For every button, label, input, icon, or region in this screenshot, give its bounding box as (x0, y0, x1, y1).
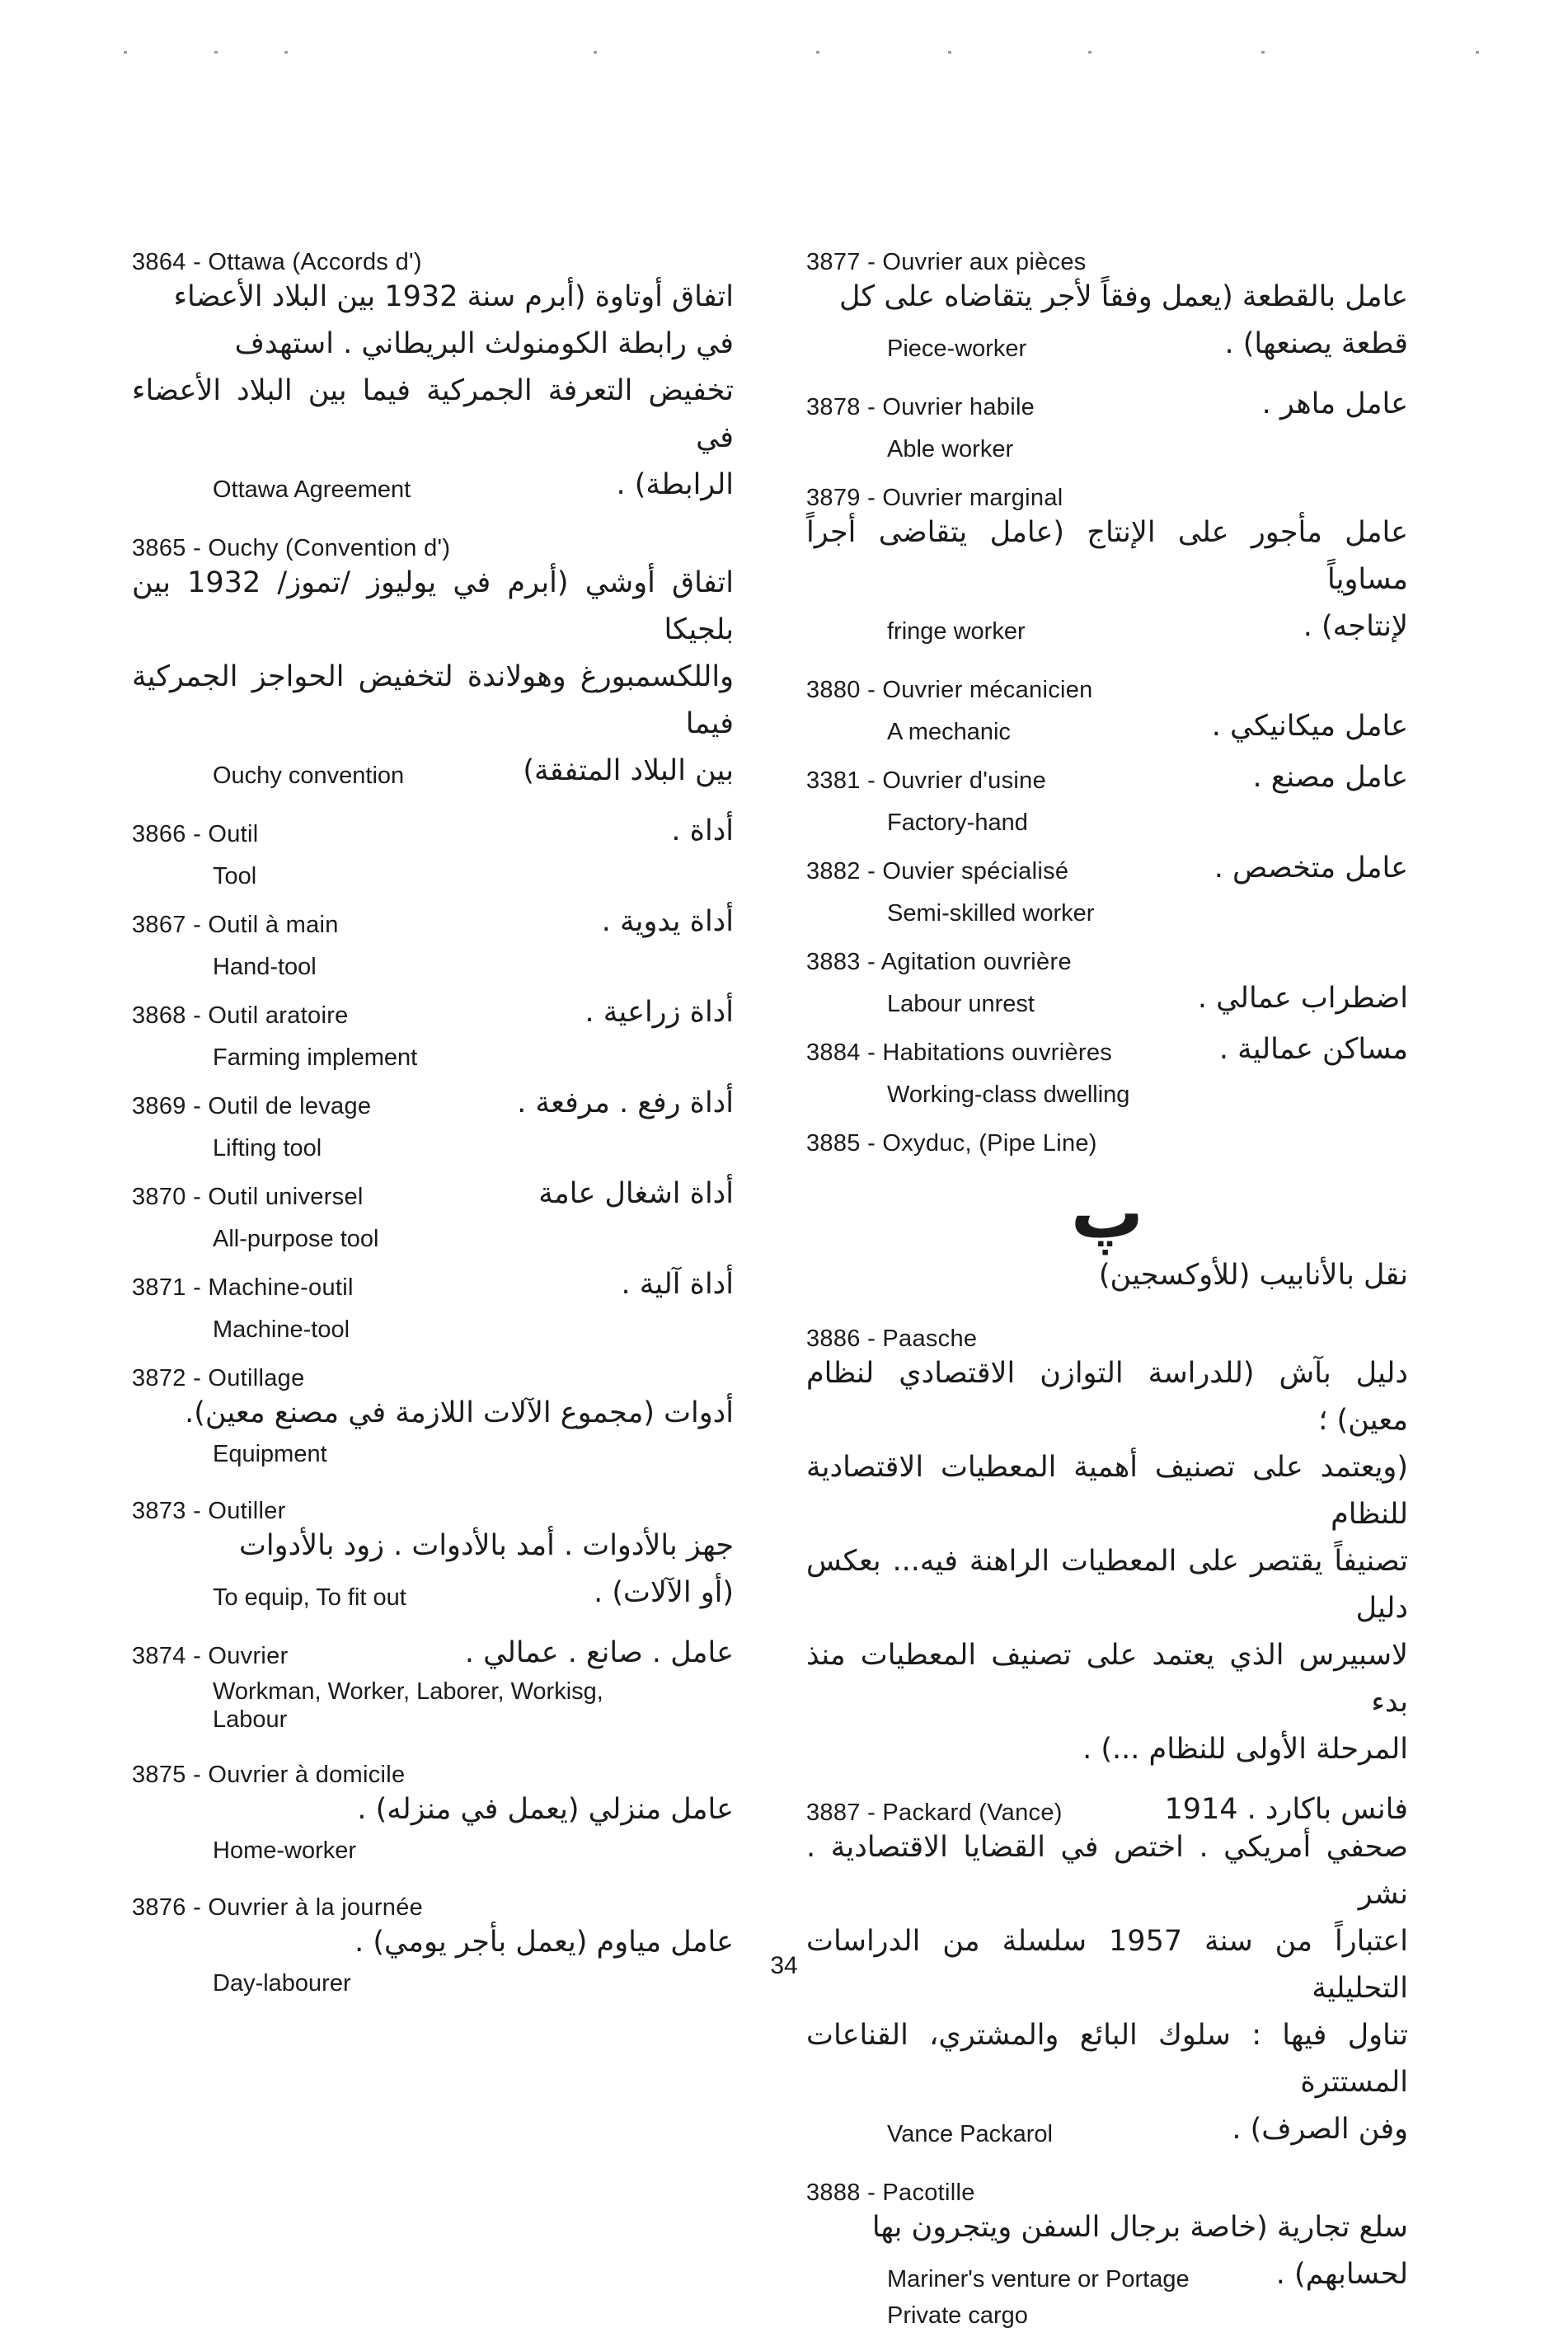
arabic-definition-line: الرابطة) . (616, 468, 734, 501)
arabic-definition-line: اتفاق أوتاوة (أبرم سنة 1932 بين البلاد الأعضاء (173, 280, 734, 313)
dictionary-entry (132, 241, 734, 509)
entry-headword: 3887 - Packard (Vance) (806, 1800, 1063, 1826)
section-letter: ﭖ (1070, 1170, 1144, 1255)
dictionary-entry (806, 669, 1408, 745)
entry-head-row (132, 1635, 734, 1674)
dictionary-entry (806, 941, 1408, 1017)
entry-english-row (806, 425, 1408, 462)
entry-last-line (132, 462, 734, 509)
arabic-definition-line: أدوات (مجموع الآلات اللازمة في مصنع معين). (185, 1396, 734, 1429)
entry-last-line (806, 2106, 1408, 2153)
entry-head-row (806, 1791, 1408, 1824)
arabic-translation: أداة اشغال عامة (538, 1177, 734, 1210)
entry-headword: 3871 - Machine-outil (132, 1274, 354, 1301)
entry-headword: 3873 - Outiller (132, 1498, 286, 1524)
entry-head-row (132, 1490, 734, 1523)
arabic-definition-line: (ويعتمد على تصنيف أهمية المعطيات الاقتصادية للنظام (806, 1451, 1408, 1531)
arabic-definition-line: وفن الصرف) . (1232, 2113, 1408, 2146)
entry-last-line (806, 2251, 1408, 2298)
entry-headword: 3869 - Outil de levage (132, 1093, 372, 1119)
arabic-translation: أداة يدوية . (601, 905, 734, 938)
entry-head-row (806, 241, 1408, 274)
dictionary-entry (806, 1122, 1408, 1155)
entry-headword: 3874 - Ouvrier (132, 1643, 289, 1669)
entry-headword: 3865 - Ouchy (Convention d') (132, 535, 451, 561)
entry-headword: 3877 - Ouvrier aux pièces (806, 249, 1087, 275)
entry-headword: 3872 - Outillage (132, 1365, 305, 1391)
entry-last-line (806, 321, 1408, 368)
entry-head-row (806, 759, 1408, 799)
entry-last-line (132, 748, 734, 795)
arabic-definition-line: لإنتاجه) . (1303, 610, 1408, 643)
arabic-definition-line: تخفيض التعرفة الجمركية فيما بين البلاد الأعضاء في (132, 374, 734, 454)
entry-head-row (806, 476, 1408, 509)
arabic-definition-line: عامل مياوم (يعمل بأجر يومي) . (354, 1926, 734, 1959)
dictionary-entry (132, 1266, 734, 1343)
arabic-translation: عامل . صانع . عمالي . (464, 1636, 734, 1669)
entry-headword: 3882 - Ouvier spécialisé (806, 858, 1069, 885)
arabic-definition-line: صحفي أمريكي . اختص في القضايا الاقتصادية . نشر (806, 1831, 1408, 1911)
dictionary-entry (806, 1170, 1408, 1255)
dictionary-entry (132, 1176, 734, 1252)
entry-headword: 3864 - Ottawa (Accords d') (132, 249, 422, 275)
entry-english-row (806, 889, 1408, 927)
english-equivalent: Able worker (887, 436, 1014, 462)
dictionary-entry (132, 1490, 734, 1617)
arabic-translation: أداة آلية . (621, 1268, 734, 1301)
dictionary-entry (806, 1317, 1408, 1773)
entry-head-row (806, 1122, 1408, 1155)
arabic-definition-line: سلع تجارية (خاصة برجال السفن ويتجرون بها (871, 2211, 1408, 2244)
arabic-translation: أداة رفع . مرفعة . (517, 1086, 734, 1119)
dictionary-entry (132, 1753, 734, 1868)
dictionary-entry (132, 903, 734, 980)
dictionary-entry (132, 813, 734, 889)
arabic-definition-line: بين البلاد المتفقة) (523, 754, 734, 787)
entry-headword: 3381 - Ouvrier d'usine (806, 767, 1047, 794)
dictionary-entry (806, 386, 1408, 462)
english-equivalent: fringe worker (887, 618, 1026, 645)
entry-english-row (806, 799, 1408, 836)
english-equivalent: Tool (213, 863, 257, 889)
english-equivalent: Semi-skilled worker (887, 900, 1095, 927)
entry-head-row (132, 813, 734, 852)
arabic-translation: عامل مصنع . (1252, 761, 1408, 794)
arabic-translation: أداة . (671, 814, 734, 847)
entry-head-row (132, 241, 734, 274)
dictionary-entry (132, 994, 734, 1071)
english-equivalent: Machine-tool (213, 1316, 350, 1343)
arabic-definition-line: عامل بالقطعة (يعمل وفقاً لأجر يتقاضاه على كل (839, 280, 1408, 313)
arabic-translation: عامل ميكانيكي . (1211, 710, 1408, 743)
entry-head-row (132, 1266, 734, 1306)
arabic-definition-line: تناول فيها : سلوك البائع والمشتري، القناعات المستترة (806, 2019, 1408, 2099)
english-equivalent: Working-class dwelling (887, 1082, 1130, 1108)
arabic-definition-line: نقل بالأنابيب (للأوكسجين) (1098, 1259, 1408, 1292)
english-equivalent: Labour unrest (887, 991, 1035, 1017)
english-equivalent: Vance Packarol (887, 2121, 1053, 2147)
entry-head-row (132, 1357, 734, 1390)
arabic-definition-line: تصنيفاً يقتصر على المعطيات الراهنة فيه... بعكس دليل (806, 1545, 1408, 1625)
dictionary-entry (806, 1031, 1408, 1108)
arabic-definition-line: لاسبيرس الذي يعتمد على تصنيف المعطيات منذ بدء (806, 1639, 1408, 1719)
entry-head-row (806, 669, 1408, 708)
arabic-definition-line: واللكسمبورغ وهولاندة لتخفيض الحواجز الجمركية فيما (132, 660, 734, 740)
entry-head-row (806, 386, 1408, 425)
entry-headword: 3879 - Ouvrier marginal (806, 485, 1063, 511)
arabic-definition-line: جهز بالأدوات . أمد بالأدوات . زود بالأدوات (238, 1529, 734, 1562)
entry-head-row (132, 903, 734, 943)
entry-english-row (132, 1215, 734, 1252)
english-equivalent: Piece-worker (887, 336, 1027, 362)
dictionary-entry (806, 759, 1408, 836)
arabic-definition-line: قطعة يصنعها) . (1224, 327, 1408, 360)
dictionary-entry (132, 1085, 734, 1161)
entry-english-row (132, 1306, 734, 1343)
english-equivalent: Workman, Worker, Laborer, Workisg, (213, 1678, 603, 1705)
entry-head-row (132, 1753, 734, 1786)
entry-headword: 3886 - Paasche (806, 1326, 978, 1352)
right-column (806, 241, 1408, 2351)
entry-english-row (132, 1034, 734, 1071)
english-equivalent: Home-worker (213, 1837, 357, 1864)
entry-head-row (806, 1031, 1408, 1071)
entry-headword: 3883 - Agitation ouvrière (806, 949, 1072, 975)
english-equivalent: Farming implement (213, 1044, 418, 1071)
entry-head-row (132, 1085, 734, 1124)
entry-head-row (806, 941, 1408, 980)
dictionary-entry (806, 850, 1408, 927)
english-equivalent: Equipment (213, 1441, 327, 1467)
entry-headword: 3868 - Outil aratoire (132, 1002, 349, 1029)
entry-headword: 3880 - Ouvrier mécanicien (806, 677, 1093, 703)
arabic-definition-line: اعتباراً من سنة 1957 سلسلة من الدراسات التحليلية (806, 1925, 1408, 2005)
entry-last-line (806, 603, 1408, 650)
entry-english-row (806, 1071, 1408, 1108)
arabic-translation: مساكن عمالية . (1218, 1033, 1408, 1066)
dictionary-entry (806, 241, 1408, 368)
english-equivalent: Ouchy convention (213, 763, 405, 789)
page-number: 34 (770, 1952, 798, 1979)
entry-head-row (806, 1317, 1408, 1350)
english-equivalent: To equip, To fit out (213, 1584, 406, 1611)
entry-head-row (132, 994, 734, 1034)
english-equivalent: Hand-tool (213, 954, 317, 980)
entry-english-row (132, 1124, 734, 1161)
dictionary-entry (806, 1252, 1408, 1299)
dictionary-entry (132, 1635, 734, 1735)
entry-last-line (132, 1570, 734, 1617)
arabic-definition-line: دليل بآش (للدراسة التوازن الاقتصادي لنظام معين) ؛ (806, 1357, 1408, 1437)
dictionary-entry (132, 527, 734, 795)
entry-headword: 3885 - Oxyduc, (Pipe Line) (806, 1130, 1097, 1157)
english-equivalent: Factory-hand (887, 809, 1028, 836)
arabic-translation: عامل ماهر . (1261, 387, 1408, 420)
arabic-definition-line: في رابطة الكومنولث البريطاني . استهدف (234, 327, 734, 360)
english-equivalent: Ottawa Agreement (213, 476, 411, 503)
arabic-definition-line: (أو الآلات) . (594, 1576, 734, 1609)
entry-headword: 3875 - Ouvrier à domicile (132, 1762, 406, 1788)
dictionary-entry (132, 1886, 734, 2001)
english-equivalent: Mariner's venture or Portage (887, 2266, 1190, 2292)
dictionary-entry (806, 2171, 1408, 2333)
arabic-definition-line: عامل منزلي (يعمل في منزله) . (357, 1793, 734, 1826)
entry-english-row (132, 943, 734, 980)
english-equivalent: Day-labourer (213, 1970, 351, 1997)
entry-head-row (806, 850, 1408, 889)
arabic-definition-line: عامل مأجور على الإنتاج (عامل يتقاضى أجراً مساوياً (806, 516, 1408, 596)
dictionary-entry (806, 476, 1408, 650)
entry-headword: 3866 - Outil (132, 821, 259, 847)
entry-headword: 3876 - Ouvrier à la journée (132, 1894, 424, 1921)
entry-headword: 3878 - Ouvrier habile (806, 394, 1035, 420)
entry-head-row (132, 527, 734, 560)
entry-headword: 3870 - Outil universel (132, 1184, 364, 1210)
scan-speckles (0, 51, 1568, 56)
dictionary-entry (132, 1357, 734, 1471)
arabic-definition-line: اتفاق أوشي (أبرم في يوليوز /تموز/ 1932 بين بلجيكا (132, 566, 734, 646)
arabic-definition-line: المرحلة الأولى للنظام ...) . (1082, 1733, 1408, 1766)
entry-head-row (132, 1886, 734, 1919)
entry-headword: 3888 - Pacotille (806, 2180, 975, 2206)
english-equivalent: A mechanic (887, 719, 1011, 745)
entry-english-row (132, 852, 734, 889)
english-equivalent: Lifting tool (213, 1135, 322, 1161)
english-equivalent: All-purpose tool (213, 1226, 379, 1252)
arabic-translation: أداة زراعية . (584, 996, 734, 1029)
entry-head-row (806, 2171, 1408, 2204)
entry-english-row (806, 980, 1408, 1017)
entry-english-row (806, 708, 1408, 745)
entry-headword: 3867 - Outil à main (132, 912, 339, 938)
arabic-headword: فانس باكارد . 1914 (1164, 1793, 1408, 1826)
arabic-translation: عامل متخصص . (1214, 852, 1408, 885)
english-equivalent: Private cargo (887, 2302, 1028, 2329)
arabic-definition-line: لحسابهم) . (1275, 2258, 1408, 2291)
entry-head-row (132, 1176, 734, 1215)
english-equivalent: Labour (213, 1706, 288, 1733)
entry-headword: 3884 - Habitations ouvrières (806, 1039, 1113, 1066)
arabic-translation: اضطراب عمالي . (1197, 982, 1408, 1015)
left-column (132, 241, 734, 2019)
entry-english-row (132, 1674, 734, 1735)
